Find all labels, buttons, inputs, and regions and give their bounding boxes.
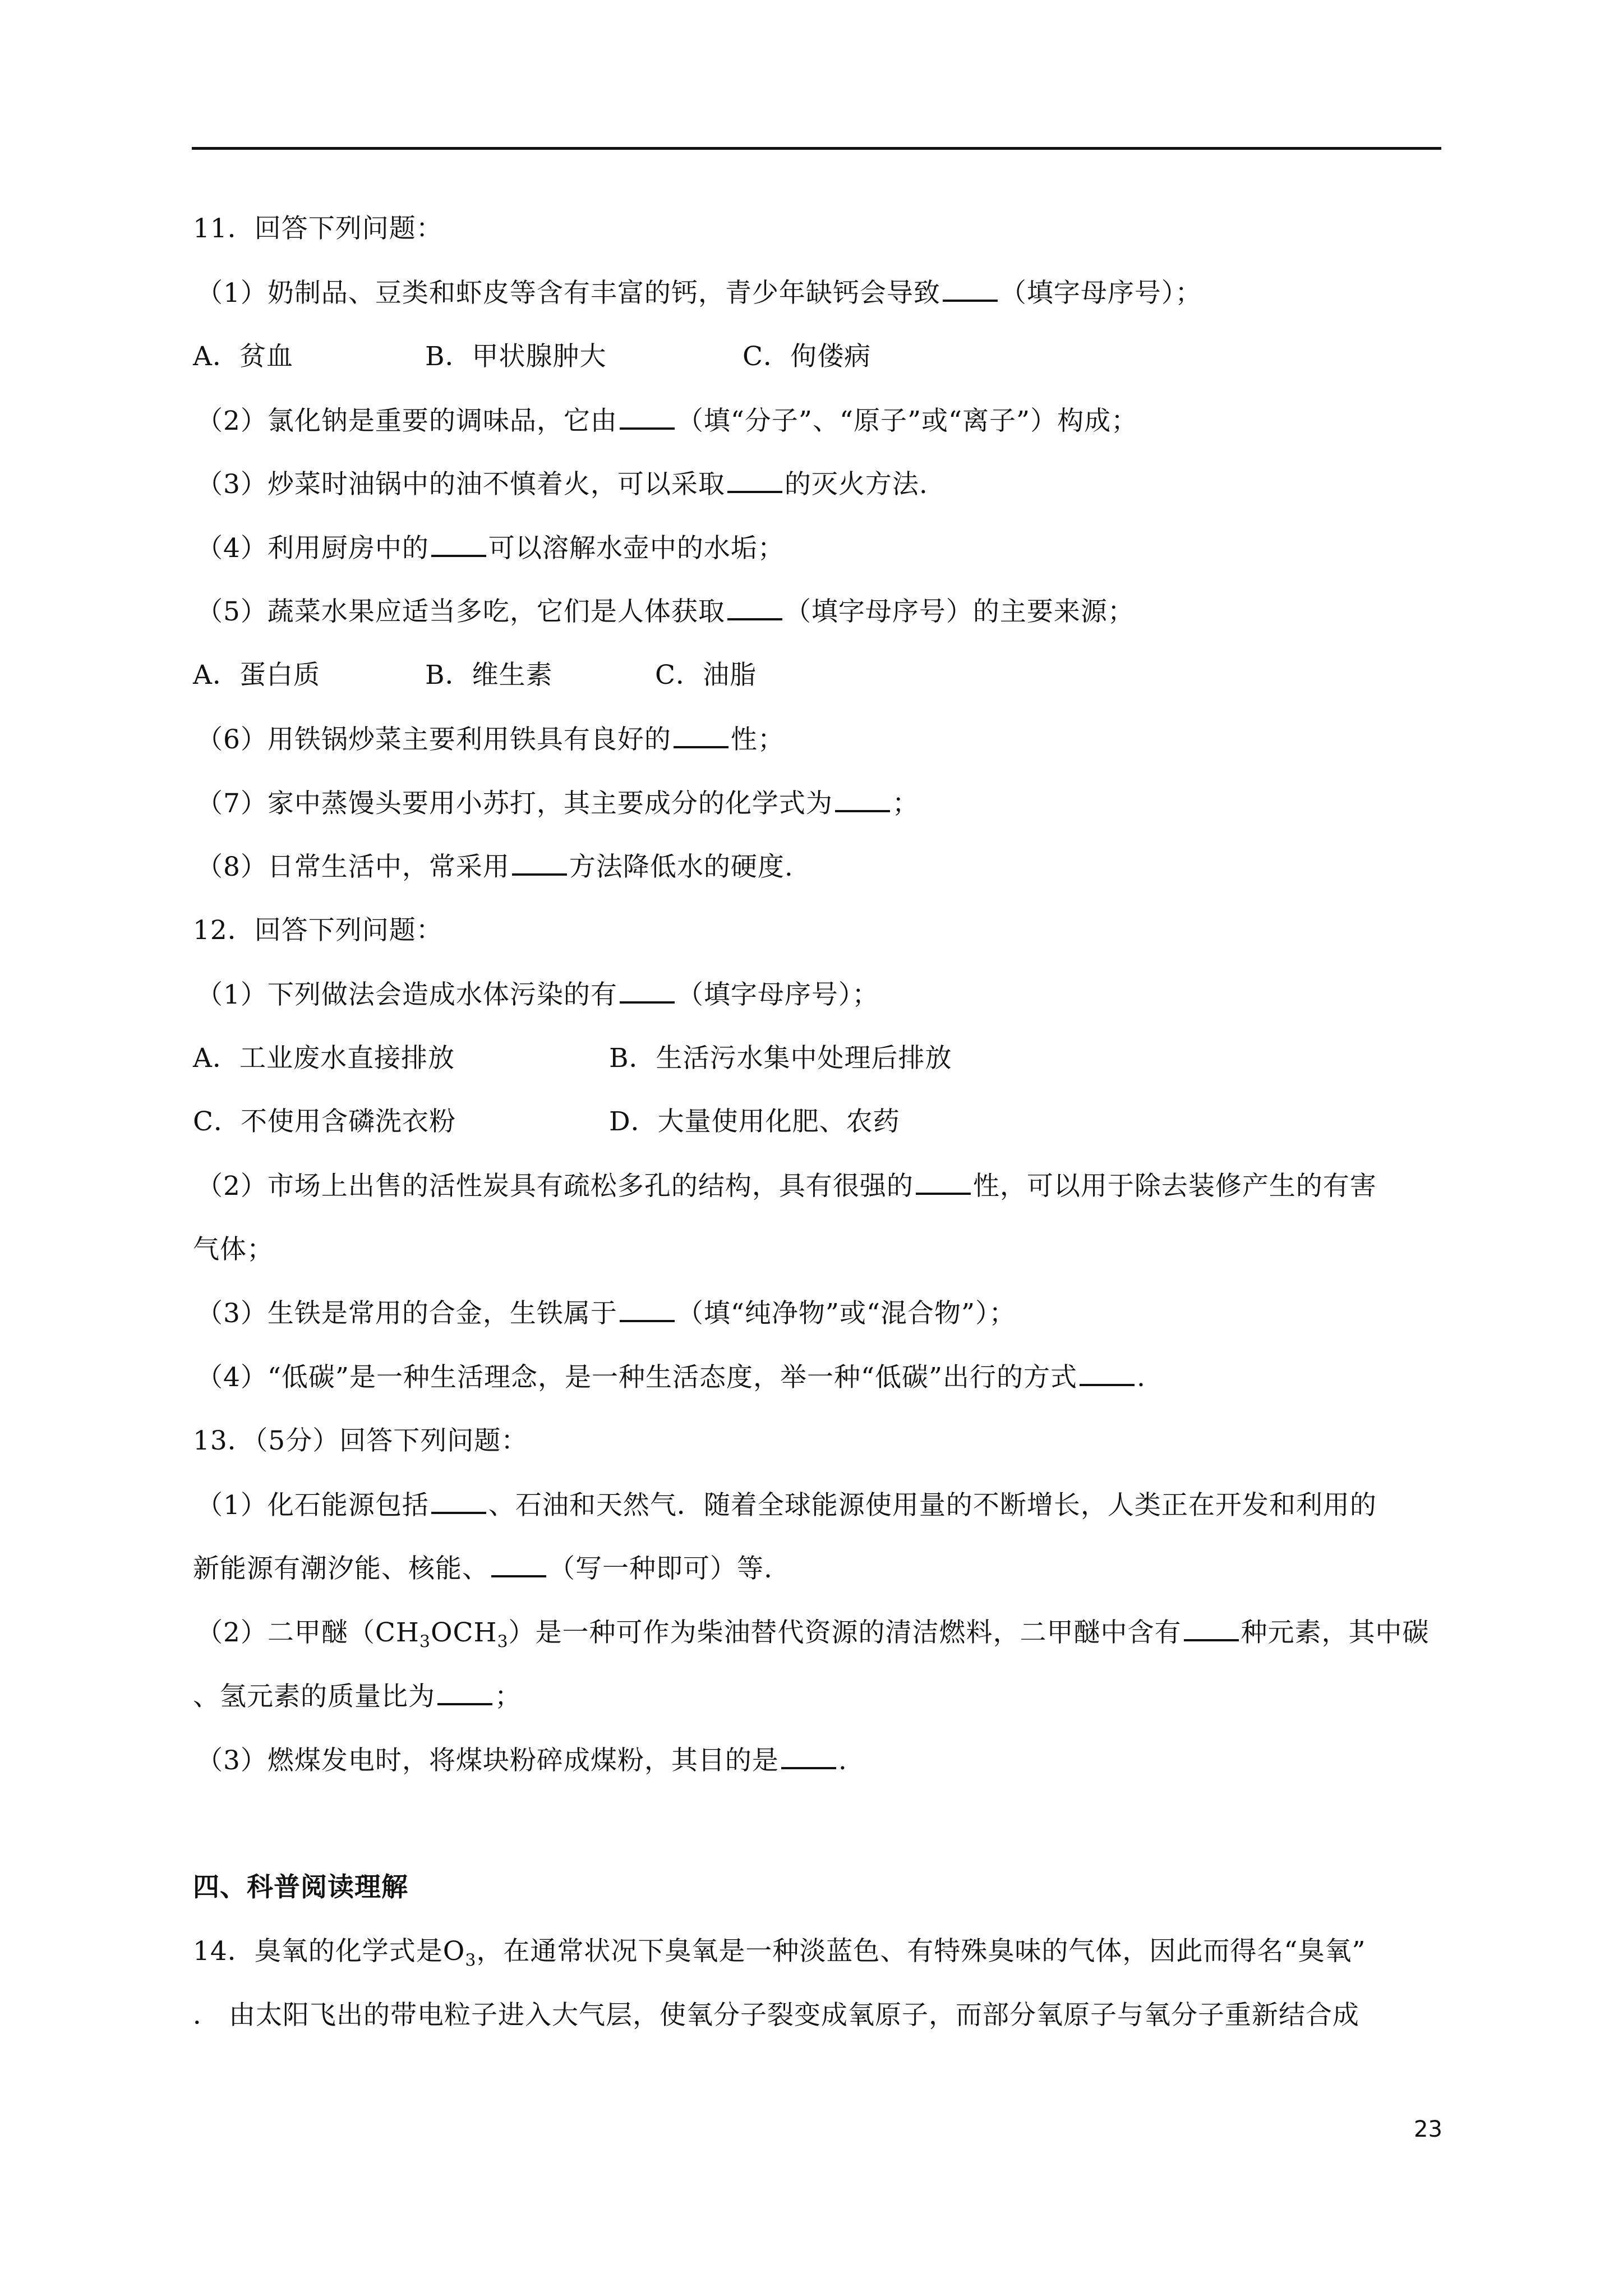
q12-p2: （2）市场上出售的活性炭具有疏松多孔的结构，具有很强的 性，可以用于除去装修产生的有害 [196, 1168, 1453, 1204]
answer-blank[interactable] [1184, 1614, 1239, 1641]
option-c: C．不使用含磷洗衣粉 [193, 1106, 456, 1137]
q12-p1: （1）下列做法会造成水体污染的有 （填字母序号）； [196, 977, 1453, 1013]
q11-p4: （4）利用厨房中的 可以溶解水壶中的水垢； [196, 530, 1453, 567]
answer-blank[interactable] [431, 1487, 486, 1514]
q13-p1: （1）化石能源包括 、石油和天然气．随着全球能源使用量的不断增长，人类正在开发和利用的 [196, 1487, 1453, 1524]
answer-blank[interactable] [620, 977, 675, 1004]
option-b: B．生活污水集中处理后排放 [609, 1043, 952, 1074]
answer-blank[interactable] [916, 1168, 971, 1195]
q14-line1: 14．臭氧的化学式是$O_3$，在通常状况下臭氧是一种淡蓝色、有特殊臭味的气体，因此而得名“臭氧” [193, 1936, 1366, 1971]
q13-title: 13．（5分）回答下列问题： [193, 1425, 528, 1456]
q11-p6: （6）用铁锅炒菜主要利用铁具有良好的 性； [196, 721, 1453, 758]
option-b: B．维生素 [425, 660, 553, 691]
answer-blank[interactable] [491, 1550, 546, 1577]
answer-blank[interactable] [512, 849, 567, 876]
q11-p2: （2）氯化钠是重要的调味品，它由 （填“分子”、“原子”或“离子”）构成； [196, 403, 1453, 439]
option-a: A．蛋白质 [193, 660, 320, 691]
q11-p5: （5）蔬菜水果应适当多吃，它们是人体获取 （填字母序号）的主要来源； [196, 593, 1453, 630]
q11-p1: （1）奶制品、豆类和虾皮等含有丰富的钙，青少年缺钙会导致 （填字母序号）； [196, 275, 1453, 311]
answer-blank[interactable] [835, 785, 890, 812]
q11-p8: （8）日常生活中，常采用 方法降低水的硬度. [196, 849, 1453, 885]
answer-blank[interactable] [727, 466, 782, 493]
option-b: B．甲状腺肿大 [425, 341, 607, 372]
option-c: C．佝偻病 [743, 341, 871, 372]
answer-blank[interactable] [620, 403, 675, 430]
page-number: 23 [1414, 2116, 1442, 2142]
option-a: A．贫血 [193, 341, 293, 372]
answer-blank[interactable] [431, 530, 486, 557]
q12-p3: （3）生铁是常用的合金，生铁属于 （填“纯净物”或“混合物”）； [196, 1295, 1453, 1332]
answer-blank[interactable] [1080, 1359, 1135, 1386]
q12-p4: （4）“低碳”是一种生活理念，是一种生活态度，举一种“低碳”出行的方式 . [196, 1359, 1453, 1396]
q12-title: 12．回答下列问题： [193, 915, 443, 946]
answer-blank[interactable] [781, 1742, 836, 1769]
q13-p1-line2: 新能源有潮汐能、核能、 （写一种即可）等. [193, 1550, 1449, 1587]
answer-blank[interactable] [943, 275, 998, 302]
section-heading: 四、科普阅读理解 [193, 1872, 408, 1903]
q11-p5-options [193, 657, 1449, 693]
q11-title: 11．回答下列问题： [193, 213, 443, 244]
option-a: A．工业废水直接排放 [193, 1043, 455, 1074]
q13-p2-line2: 、氢元素的质量比为 ； [193, 1678, 1449, 1715]
answer-blank[interactable] [620, 1295, 675, 1322]
header-rule [192, 147, 1441, 150]
option-c: C．油脂 [655, 660, 757, 691]
q13-p2: （2）二甲醚$(CH_3OCH_3)$是一种可作为柴油替代资源的清洁燃料，二甲醚中含有 种元素，其中碳 [196, 1614, 1453, 1651]
option-d: D．大量使用化肥、农药 [609, 1106, 900, 1137]
q12-p2-cont: 气体； [193, 1234, 274, 1265]
answer-blank[interactable] [727, 593, 782, 620]
answer-blank[interactable] [674, 721, 728, 748]
q14-line2: ． 由太阳飞出的带电粒子进入大气层，使氧分子裂变成氧原子，而部分氧原子与氧分子重新结合成 [193, 2000, 1359, 2031]
q12-p1-options-row2 [193, 1104, 1449, 1140]
q11-p3: （3）炒菜时油锅中的油不慎着火，可以采取 的灭火方法. [196, 466, 1453, 503]
q13-p3: （3）燃煤发电时，将煤块粉碎成煤粉，其目的是 . [196, 1742, 1453, 1779]
q12-p1-options-row1 [193, 1041, 1449, 1076]
answer-blank[interactable] [437, 1678, 492, 1705]
q11-p7: （7）家中蒸馒头要用小苏打，其主要成分的化学式为 ； [196, 785, 1453, 822]
q11-p1-options [193, 339, 1449, 375]
